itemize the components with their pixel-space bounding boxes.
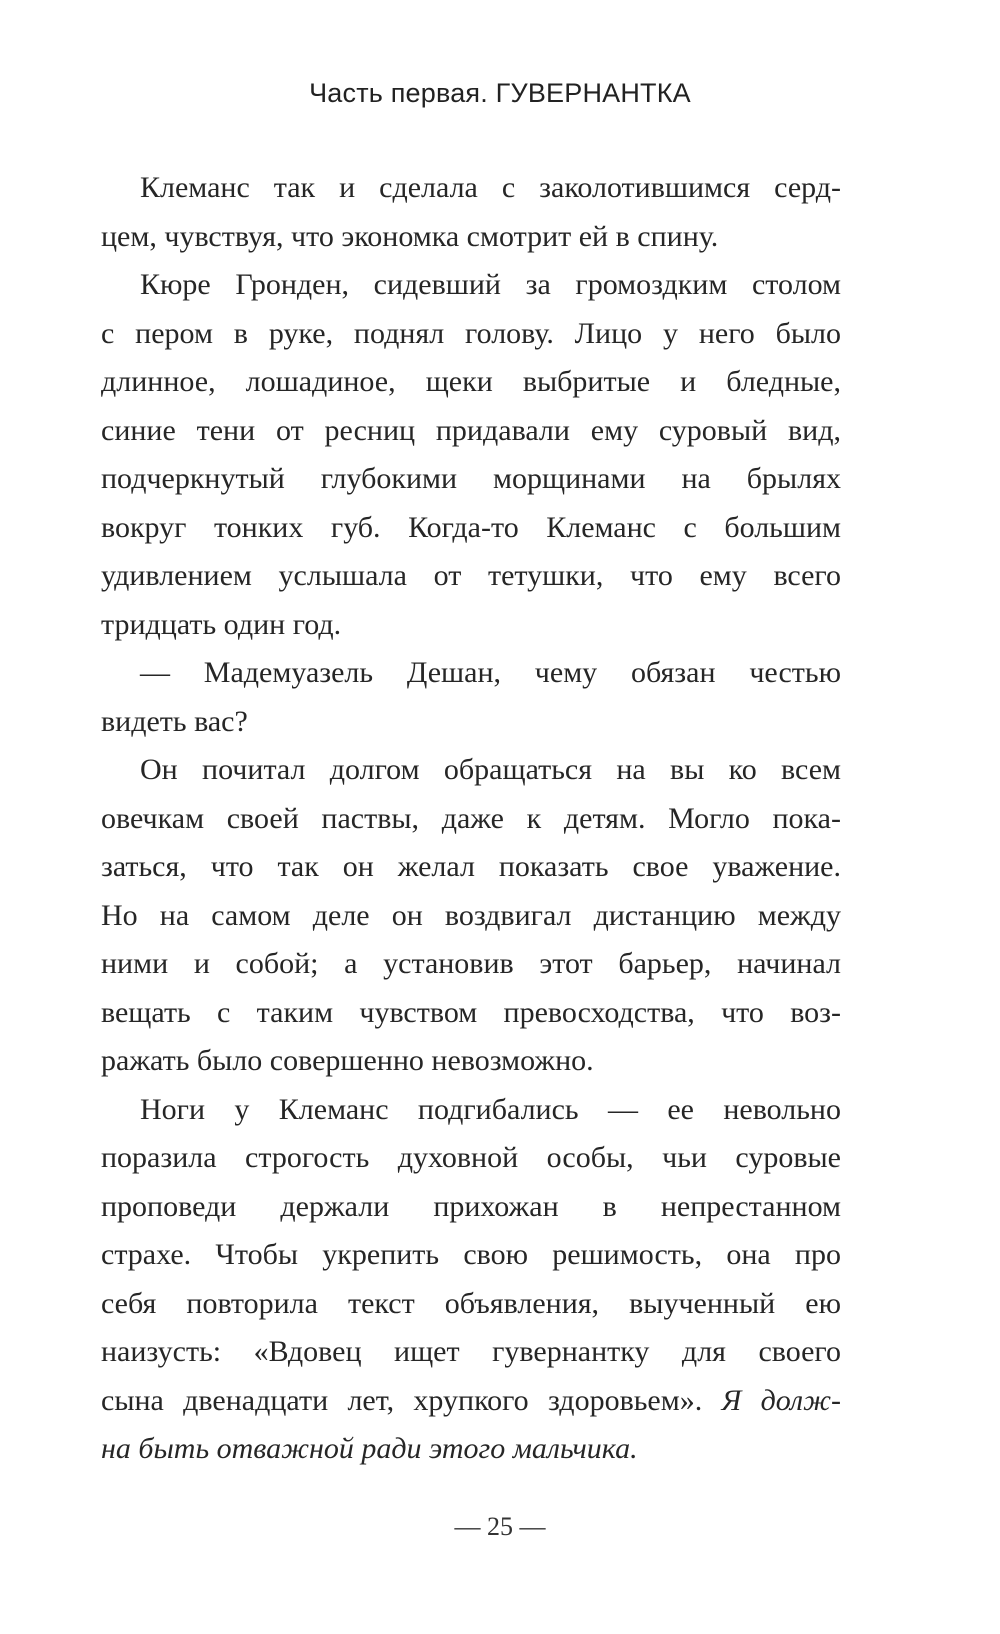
text-line: Кюре Гронден, сидевший за громоздким столом <box>140 268 841 301</box>
page-number: — 25 — <box>454 1512 546 1541</box>
text-line-mixed <box>101 1377 841 1426</box>
text-line: вещать с таким чувством превосходства, что воз- <box>101 995 841 1029</box>
running-head: Часть первая. ГУВЕРНАНТКА <box>309 78 691 108</box>
text-line: ними и собой; а установив этот барьер, начинал <box>101 947 841 980</box>
text-line: поразила строгость духовной особы, чьи суровые <box>101 1141 841 1174</box>
text-line: с пером в руке, поднял голову. Лицо у него было <box>101 316 841 350</box>
text-line: овечкам своей паствы, даже к детям. Могло пока- <box>101 801 841 835</box>
text-line: цем, чувствуя, что экономка смотрит ей в спину. <box>101 219 719 253</box>
text-line: вокруг тонких губ. Когда-то Клеманс с большим <box>101 510 841 544</box>
text-line: длинное, лошадиное, щеки выбритые и бледные, <box>101 365 841 398</box>
text-line: синие тени от ресниц придавали ему суровый вид, <box>101 413 841 447</box>
text-line: видеть вас? <box>101 704 248 738</box>
text-line: наизусть: «Вдовец ищет гувернантку для своего <box>101 1335 841 1368</box>
text-line: страхе. Чтобы укрепить свою решимость, она про <box>101 1238 841 1271</box>
text-line: ражать было совершенно невозможно. <box>101 1044 594 1077</box>
text-line: себя повторила текст объявления, выученный ею <box>101 1286 841 1320</box>
text-line: проповеди держали прихожан в непрестанном <box>101 1189 841 1223</box>
italic-segment: Я долж- <box>721 1383 842 1417</box>
text-line: подчеркнутый глубокими морщинами на брылях <box>101 462 841 495</box>
body-text <box>101 164 841 1474</box>
text-line: тридцать один год. <box>101 607 342 641</box>
text-line: удивлением услышала от тетушки, что ему всего <box>101 559 841 592</box>
text-line: Клеманс так и сделала с заколотившимся серд- <box>140 171 841 204</box>
text-line: Ноги у Клеманс подгибались — ее невольно <box>140 1092 841 1126</box>
text-line: Он почитал долгом обращаться на вы ко всем <box>140 753 841 786</box>
text-line: на быть отважной ради этого мальчика. <box>101 1432 638 1465</box>
text-line: заться, что так он желал показать свое уважение. <box>101 850 841 883</box>
text-segment: сына двенадцати лет, хрупкого здоровьем». <box>101 1383 703 1417</box>
text-line: — Мадемуазель Дешан, чему обязан честью <box>140 656 841 689</box>
text-line: Но на самом деле он воздвигал дистанцию между <box>101 898 841 932</box>
